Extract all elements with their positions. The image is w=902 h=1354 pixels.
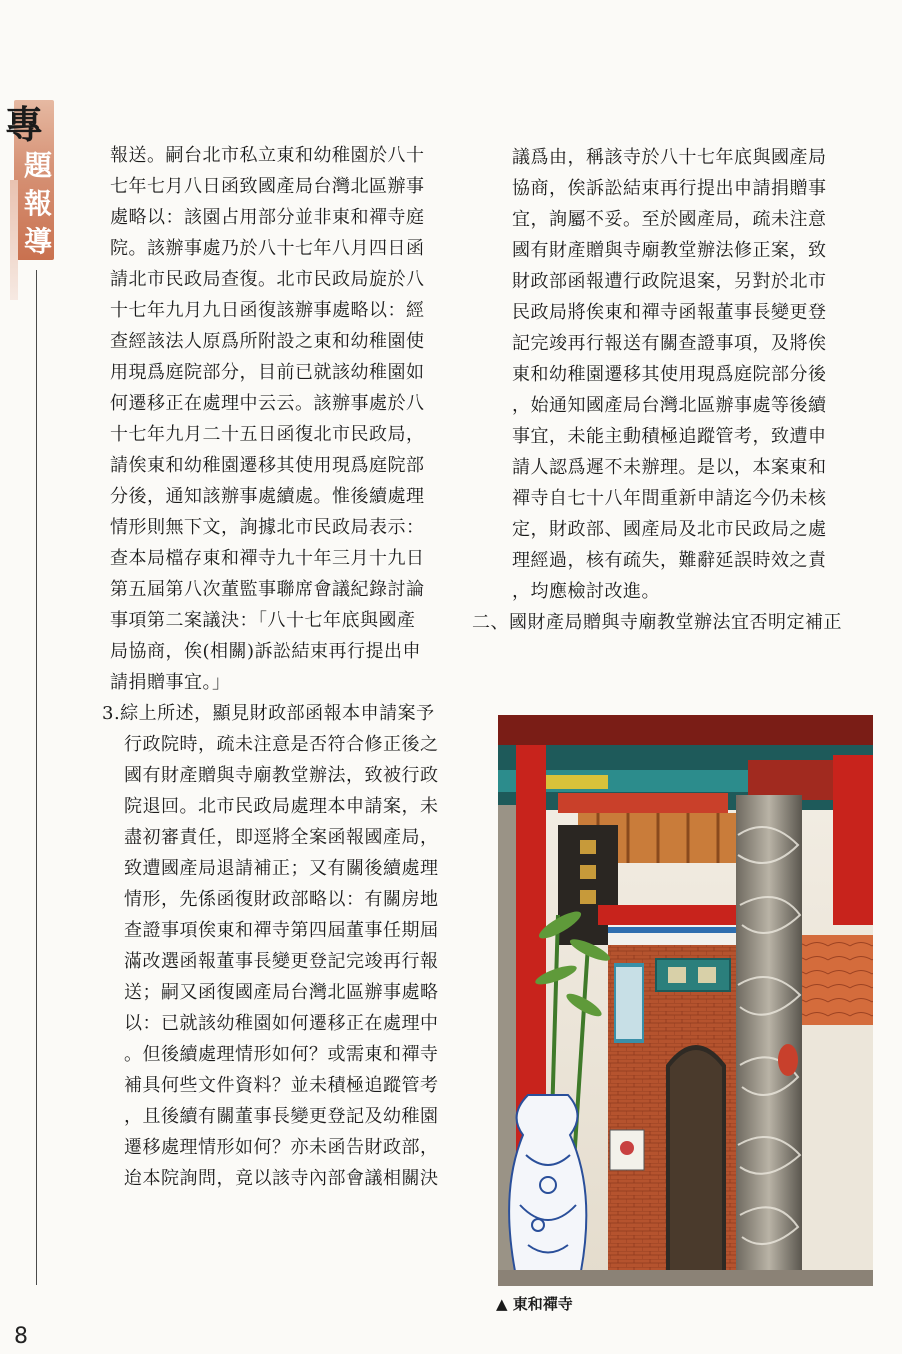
right-text-line: 理經過，核有疏失，難辭延誤時效之責 xyxy=(512,550,827,571)
left-text-line: 3.綜上所述，顯見財政部函報本申請案予 xyxy=(102,703,435,724)
page-number: 8 xyxy=(14,1324,28,1349)
right-paragraph xyxy=(498,142,876,607)
left-text-line: 行政院時，疏未注意是否符合修正後之 xyxy=(124,734,439,755)
photo-caption: ▲ 東和禪寺 xyxy=(496,1295,573,1313)
left-text-line: 七年七月八日函致國產局台灣北區辦事 xyxy=(110,176,425,197)
right-text-line: 禪寺自七十八年間重新申請迄今仍未核 xyxy=(512,488,827,509)
left-text-line: ，且後續有關董事長變更登記及幼稚園 xyxy=(124,1106,439,1127)
left-text-line: 國有財產贈與寺廟教堂辦法，致被行政 xyxy=(124,765,439,786)
banner-char-3: 報 xyxy=(23,187,52,220)
right-text-line: ，均應檢討改進。 xyxy=(512,581,660,602)
left-text-line: 以：已就該幼稚園如何遷移正在處理中 xyxy=(124,1013,439,1034)
left-text-line: 局協商，俟(相關)訴訟結束再行提出申 xyxy=(110,641,422,662)
right-text-line: 東和幼稚園遷移其使用現爲庭院部分後 xyxy=(512,364,827,385)
left-text-line: 送；嗣又函復國產局台灣北區辦事處略 xyxy=(124,982,439,1003)
right-text-line: 宜，詢屬不妥。至於國產局，疏未注意 xyxy=(512,209,827,230)
left-text-line: 第五屆第八次董監事聯席會議紀錄討論 xyxy=(110,579,425,600)
left-text-line: 致遭國產局退請補正；又有關後續處理 xyxy=(124,858,439,879)
left-text-line: 查證事項俟東和禪寺第四屆董事任期屆 xyxy=(124,920,439,941)
left-text-line: 查本局檔存東和禪寺九十年三月十九日 xyxy=(110,548,425,569)
left-text-line: 事項第二案議決：「八十七年底與國產 xyxy=(110,610,416,631)
left-text-line: 查經該法人原爲所附設之東和幼稚園使 xyxy=(110,331,425,352)
section-banner xyxy=(0,100,56,260)
vertical-rule xyxy=(36,270,37,1285)
right-text-line: 記完竣再行報送有關查證事項，及將俟 xyxy=(512,333,827,354)
banner-char-2: 題 xyxy=(23,149,52,182)
left-text-line: 。但後續處理情形如何？或需東和禪寺 xyxy=(124,1044,439,1065)
left-text-line: 處略以：該園占用部分並非東和禪寺庭 xyxy=(110,207,425,228)
right-text-line: 民政局將俟東和禪寺函報董事長變更登 xyxy=(512,302,827,323)
left-text-line: 滿改選函報董事長變更登記完竣再行報 xyxy=(124,951,439,972)
left-text-line: 用現爲庭院部分，目前已就該幼稚園如 xyxy=(110,362,425,383)
left-text-line: 十七年九月九日函復該辦事處略以：經 xyxy=(110,300,425,321)
right-text-line: 定，財政部、國產局及北市民政局之處 xyxy=(512,519,827,540)
left-text-line: 分後，通知該辦事處續處。惟後續處理 xyxy=(110,486,425,507)
right-text-line: 財政部函報遭行政院退案，另對於北市 xyxy=(512,271,827,292)
temple-photo xyxy=(498,715,873,1286)
left-text-line: 請北市民政局查復。北市民政局旋於八 xyxy=(110,269,425,290)
banner-char-1: 專 xyxy=(4,102,43,147)
left-text-line: 盡初審責任，即逕將全案函報國產局， xyxy=(124,827,439,848)
left-text-line: 情形則無下文，詢據北市民政局表示： xyxy=(110,517,425,538)
left-text-line: 報送。嗣台北市私立東和幼稚園於八十 xyxy=(110,145,425,166)
left-text-line: 請俟東和幼稚園遷移其使用現爲庭院部 xyxy=(110,455,425,476)
left-text-line: 何遷移正在處理中云云。該辦事處於八 xyxy=(110,393,425,414)
right-text-line: 協商，俟訴訟結束再行提出申請捐贈事 xyxy=(512,178,827,199)
banner-strip xyxy=(10,180,18,300)
banner-char-4: 導 xyxy=(23,225,52,258)
right-text-line: 國有財產贈與寺廟教堂辦法修正案，致 xyxy=(512,240,827,261)
section-heading: 二、國財產局贈與寺廟教堂辦法宜否明定補正 xyxy=(472,612,842,633)
left-text-line: 院。該辦事處乃於八十七年八月四日函 xyxy=(110,238,425,259)
right-text-column xyxy=(472,142,876,638)
left-text-line: 迨本院詢問，竟以該寺內部會議相關決 xyxy=(124,1168,439,1189)
right-text-line: 請人認爲遲不未辦理。是以，本案東和 xyxy=(512,457,827,478)
right-text-line: ，始通知國產局台灣北區辦事處等後續 xyxy=(512,395,827,416)
left-text-line: 遷移處理情形如何？亦未函告財政部， xyxy=(124,1137,439,1158)
left-text-line: 補具何些文件資料？並未積極追蹤管考 xyxy=(124,1075,439,1096)
left-text-column xyxy=(102,140,450,1194)
left-text-line: 請捐贈事宜。」 xyxy=(110,672,231,693)
left-text-line: 十七年九月二十五日函復北市民政局， xyxy=(110,424,425,445)
right-text-line: 事宜，未能主動積極追蹤管考，致遭申 xyxy=(512,426,827,447)
right-text-line: 議爲由，稱該寺於八十七年底與國產局 xyxy=(512,147,827,168)
left-text-line: 情形，先係函復財政部略以：有關房地 xyxy=(124,889,439,910)
left-text-line: 院退回。北市民政局處理本申請案，未 xyxy=(124,796,439,817)
